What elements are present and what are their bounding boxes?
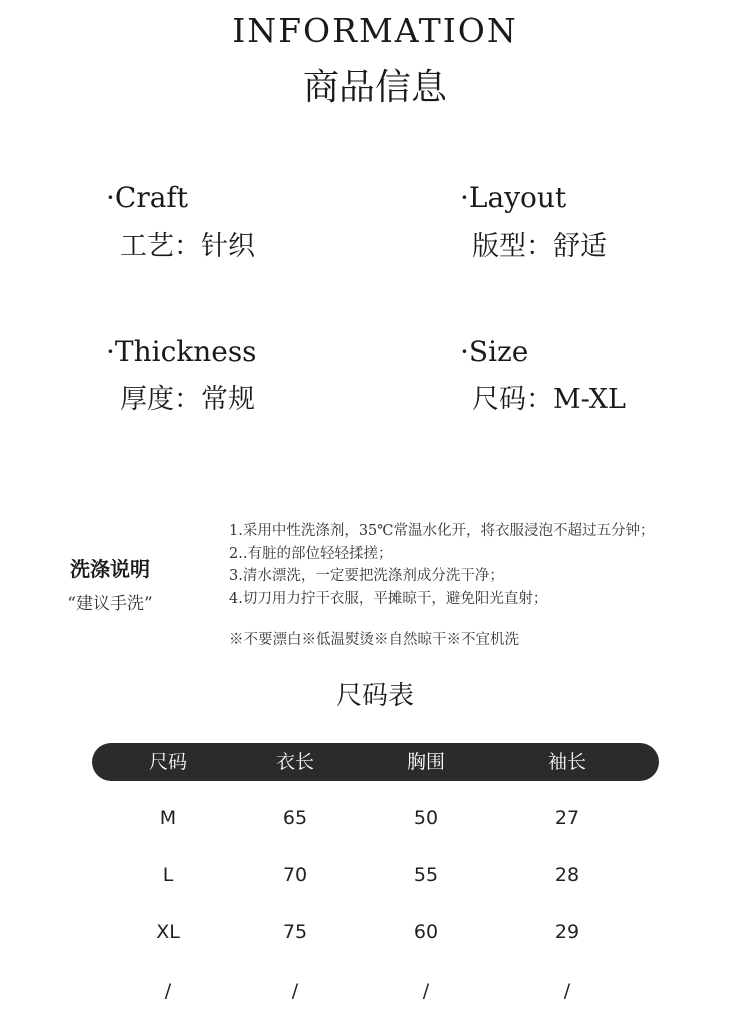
header-cell-size: 尺码	[148, 751, 187, 773]
attr-thickness-label: ·Thickness	[106, 335, 257, 368]
table-cell: L	[162, 864, 174, 886]
table-cell: 50	[413, 807, 439, 829]
washing-steps	[229, 520, 744, 610]
attr-craft-value: 工艺：针织	[120, 231, 255, 262]
table-cell: /	[164, 980, 172, 1002]
table-cell: XL	[156, 921, 180, 943]
washing-title: 洗涤说明	[70, 557, 150, 581]
attr-size-label: ·Size	[460, 335, 529, 368]
attr-layout-label: ·Layout	[460, 181, 567, 214]
table-cell: 70	[282, 864, 308, 886]
table-cell: 60	[413, 921, 439, 943]
header-cell-length: 衣长	[275, 751, 314, 773]
table-cell: 65	[282, 807, 308, 829]
table-cell: /	[291, 980, 299, 1002]
attr-layout-value: 版型：舒适	[472, 231, 607, 262]
washing-step: 4.切刀用力拧干衣服，平摊晾干，避免阳光直射；	[229, 590, 548, 607]
table-cell: 28	[554, 864, 580, 886]
page-title-en: INFORMATION	[232, 11, 518, 50]
table-cell: 75	[282, 921, 308, 943]
header-cell-chest: 胸围	[406, 751, 445, 773]
table-cell: /	[422, 980, 430, 1002]
washing-step: 1.采用中性洗涤剂，35℃常温水化开，将衣服浸泡不超过五分钟；	[229, 523, 655, 539]
page-title-zh: 商品信息	[302, 67, 447, 108]
table-cell: 55	[413, 864, 439, 886]
table-cell: 29	[554, 921, 580, 943]
washing-subtitle: “建议手洗”	[67, 594, 153, 614]
size-chart-header	[92, 743, 659, 781]
washing-notes: ※不要漂白※低温熨烫※自然晾干※不宜机洗	[229, 632, 519, 648]
table-cell: M	[159, 807, 177, 829]
size-chart-title: 尺码表	[335, 681, 414, 711]
attr-size-value: 尺码：M-XL	[472, 384, 626, 415]
header-cell-sleeve: 袖长	[547, 751, 586, 773]
table-cell: /	[563, 980, 571, 1002]
table-cell: 27	[554, 807, 580, 829]
attr-thickness-value: 厚度：常规	[120, 384, 255, 415]
washing-step: 2..有脏的部位轻轻揉搓；	[229, 545, 393, 562]
washing-step: 3.清水漂洗，一定要把洗涤剂成分洗干净；	[229, 568, 504, 584]
attr-craft-label: ·Craft	[106, 181, 189, 214]
